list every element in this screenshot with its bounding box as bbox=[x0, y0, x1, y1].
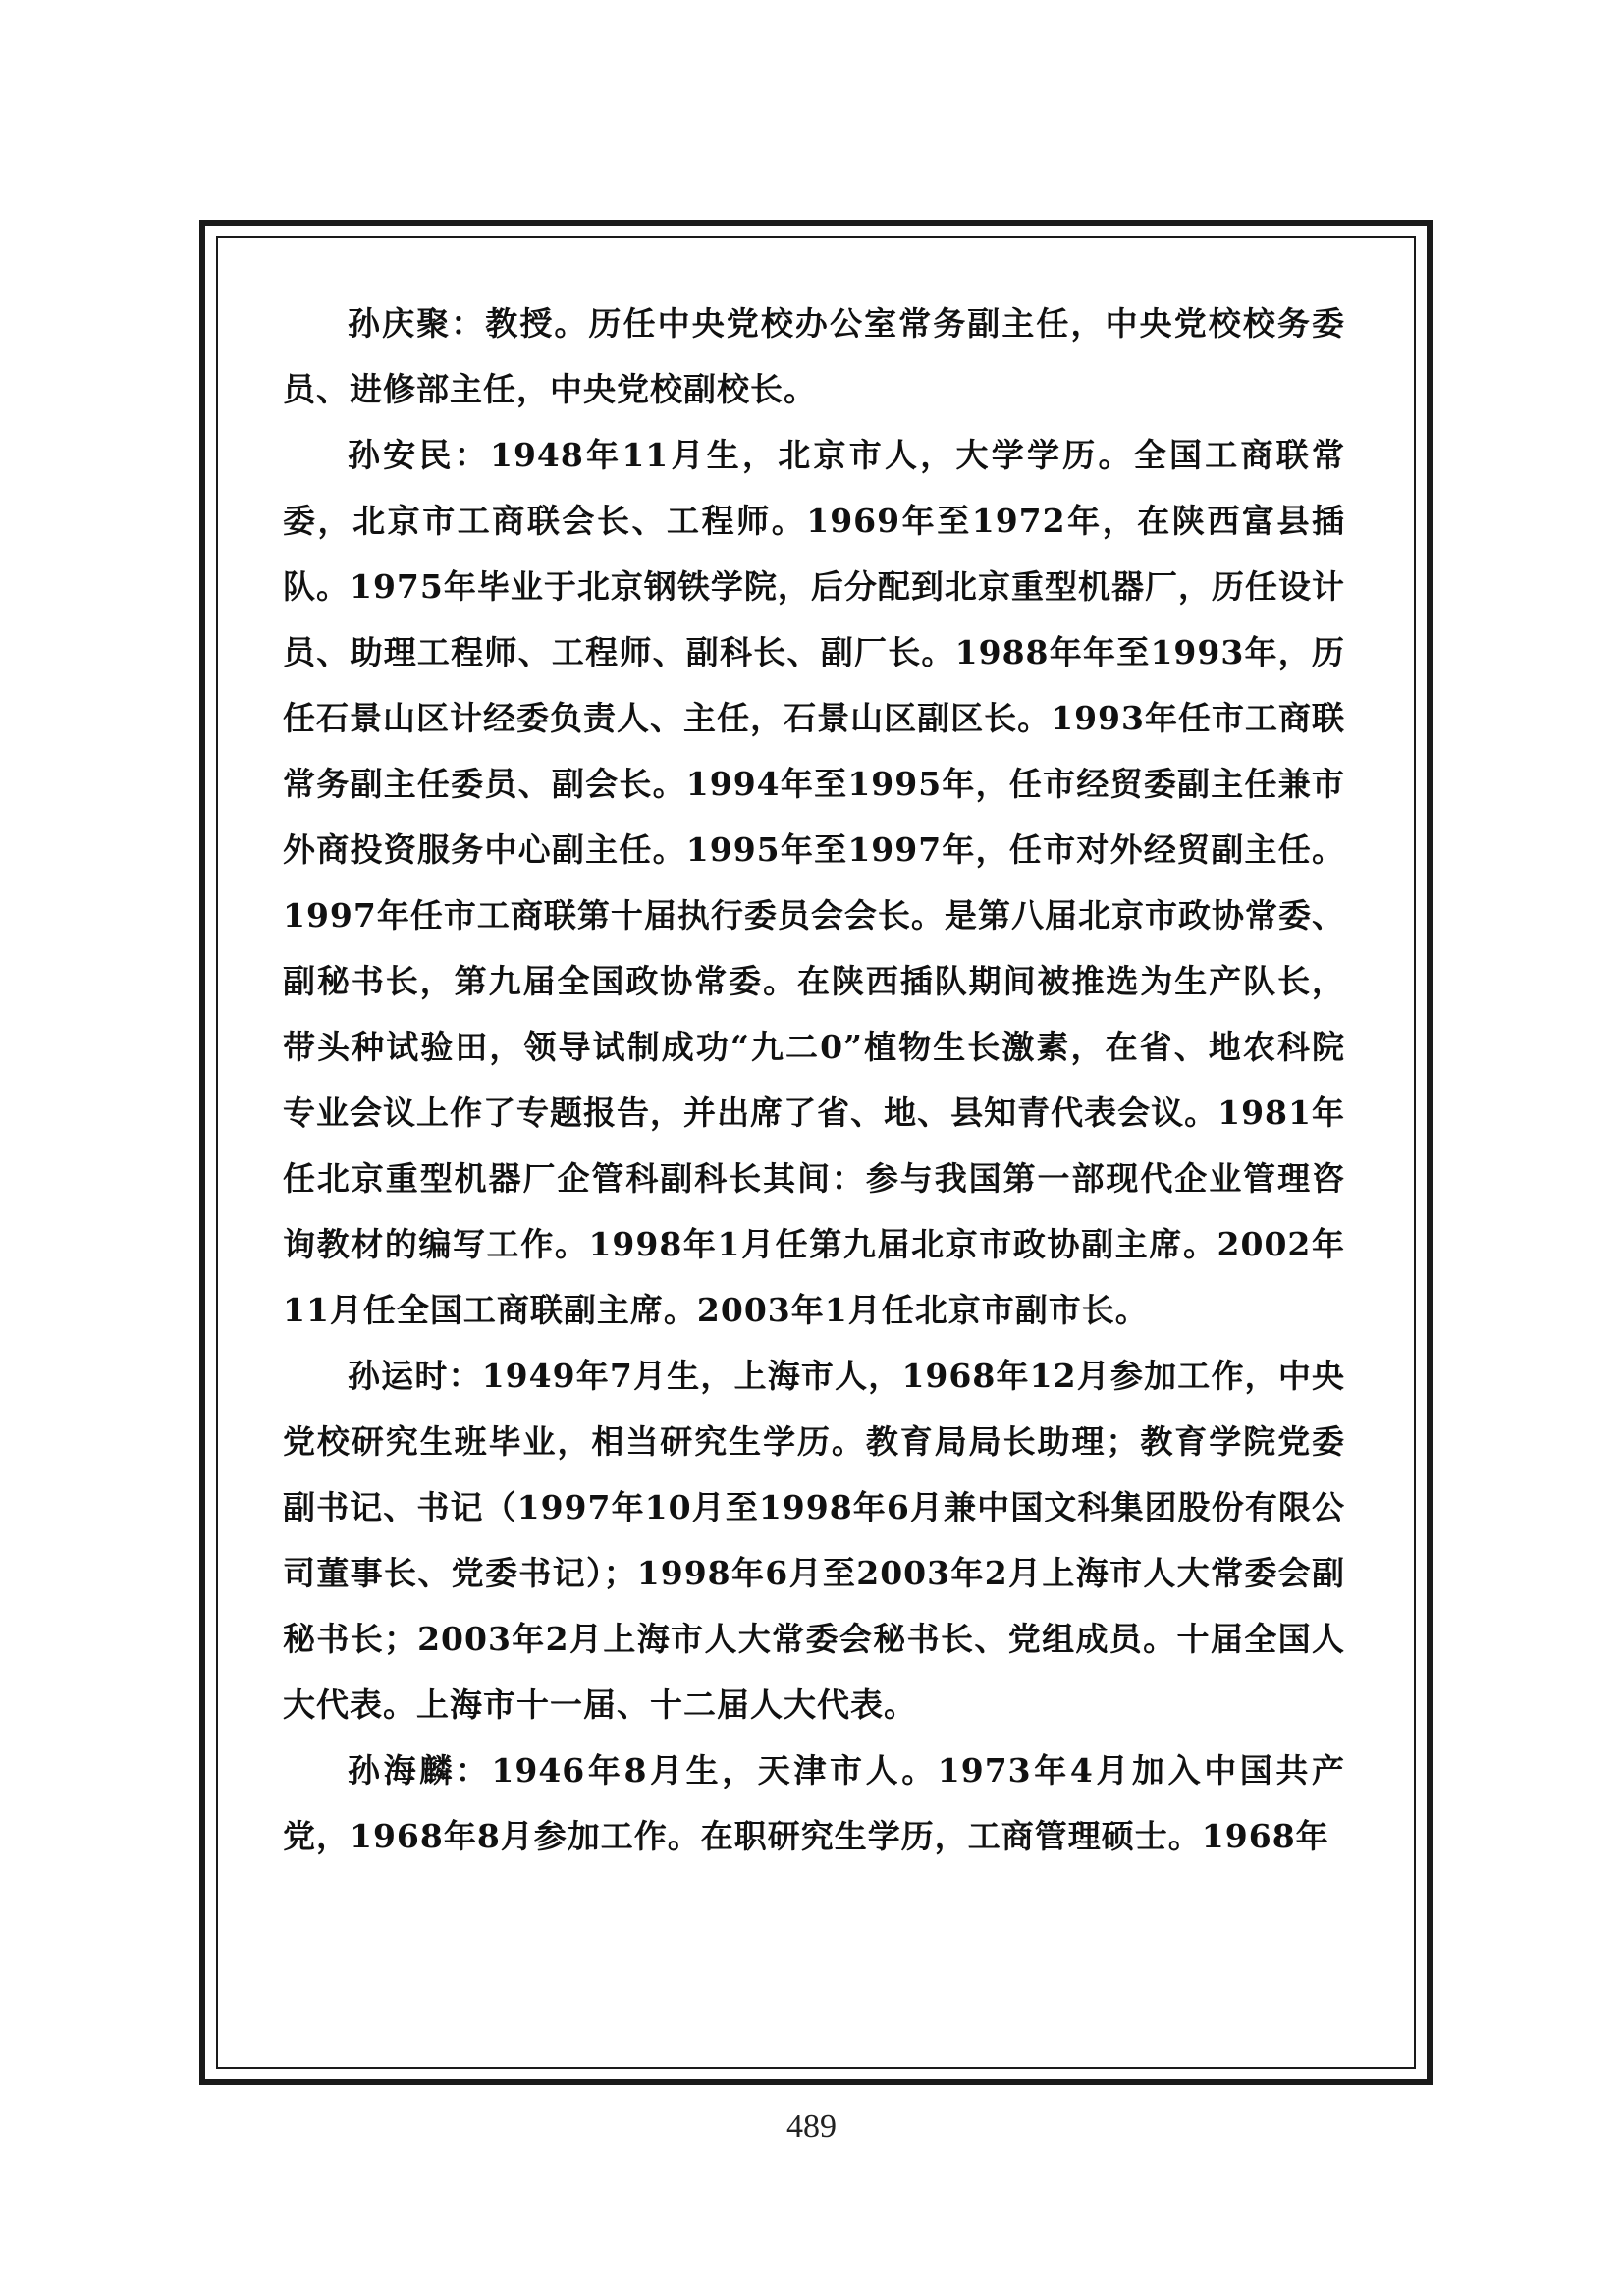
biography-paragraph bbox=[283, 422, 1345, 1343]
person-name: 孙运时 bbox=[348, 1357, 449, 1395]
biography-text: ：1949年7月生，上海市人，1968年12月参加工作，中央党校研究生班毕业，相当研究生学历。教育局局长助理；教育学院党委副书记、书记（1997年10月至1998年6月兼中国文科集团股份有限公司董事长、党委书记）；1998年6月至2003年2月上海市人大常委会副秘书长；2003年2月上海市人大常委会秘书长、党组成员。十届全国人大代表。上海市十一届、十二届人大代表。 bbox=[283, 1357, 1345, 1724]
biography-text-block bbox=[283, 291, 1345, 1869]
biography-text: ：教授。历任中央党校办公室常务副主任，中央党校校务委员、进修部主任，中央党校副校长。 bbox=[283, 304, 1346, 408]
biography-text: ：1946年8月生，天津市人。1973年4月加入中国共产党，1968年8月参加工作。在职研究生学历，工商管理硕士。1968年 bbox=[283, 1751, 1345, 1855]
biography-paragraph bbox=[283, 291, 1345, 422]
person-name: 孙安民 bbox=[348, 436, 455, 474]
person-name: 孙庆聚 bbox=[348, 304, 452, 343]
person-name: 孙海麟 bbox=[348, 1751, 456, 1789]
biography-text: ：1948年11月生，北京市人，大学学历。全国工商联常委，北京市工商联会长、工程师。1969年至1972年，在陕西富县插队。1975年毕业于北京钢铁学院，后分配到北京重型机器厂，历任设计员、助理工程师、工程师、副科长、副厂长。1988年年至1993年，历任石景山区计经委负责人、主任，石景山区副区长。1993年任市工商联常务副主任委员、副会长。1994年至1995年，任市经贸委副主任兼市外商投资服务中心副主任。1995年至1997年，任市对外经贸副主任。1997年任市工商联第十届执行委员会会长。是第八届北京市政协常委、副秘书长，第九届全国政协常委。在陕西插队期间被推选为生产队长，带头种试验田，领导试制成功“九二0”植物生长激素，在省、地农科院专业会议上作了专题报告，并出席了省、地、县知青代表会议。1981年任北京重型机器厂企管科副科长其间：参与我国第一部现代企业管理咨询教材的编写工作。1998年1月任第九届北京市政协副主席。2002年11月任全国工商联副主席。2003年1月任北京市副市长。 bbox=[283, 436, 1345, 1329]
page-number: 489 bbox=[786, 2109, 837, 2145]
biography-paragraph bbox=[283, 1737, 1345, 1869]
biography-paragraph bbox=[283, 1343, 1345, 1737]
